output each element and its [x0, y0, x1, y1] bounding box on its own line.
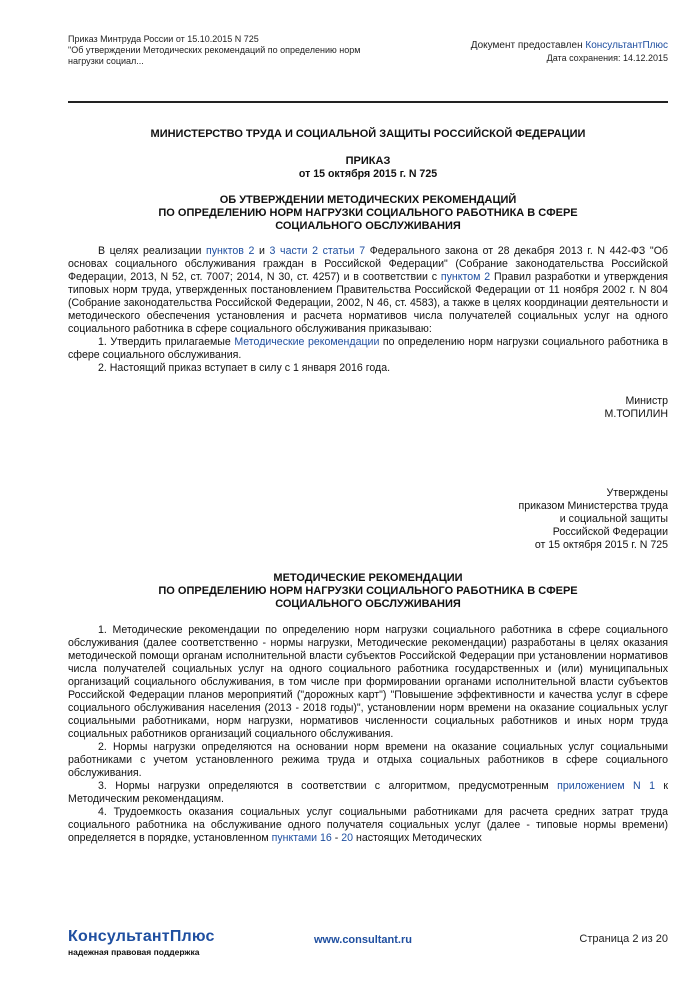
order-heading: ПРИКАЗ [345, 155, 391, 167]
approved-line-1: Утверждены [606, 487, 668, 499]
save-date: Дата сохранения: 14.12.2015 [546, 53, 668, 63]
signer-name: М.ТОПИЛИН [604, 408, 668, 420]
approved-line-3: и социальной защиты [559, 513, 668, 525]
page-footer [68, 928, 668, 968]
ministry-name: МИНИСТЕРСТВО ТРУДА И СОЦИАЛЬНОЙ ЗАЩИТЫ РОССИЙСКОЙ ФЕДЕРАЦИИ [150, 128, 586, 140]
recs-paragraph-3 [68, 780, 668, 806]
order-date: от 15 октября 2015 г. N 725 [298, 168, 438, 180]
recs-paragraph-2: 2. Нормы нагрузки определяются на основании норм времени на оказание социальных услуг социальными работниками с учетом установленного режима труда и отдыха социальных работников в сфере социального обслуживания. [68, 741, 668, 779]
intro-text-2: и [254, 245, 270, 257]
p4-text-a: 4. Трудоемкость оказания социальных услуг социальными работниками для расчета средних затрат труда социального работника на обслуживание одного получателя социальных услуг (далее - типовые нормы времени) определяется в порядке, установленном [68, 806, 668, 844]
logo-tagline: надежная правовая поддержка [68, 947, 200, 957]
page-header [68, 34, 668, 100]
recs-title-line-2: ПО ОПРЕДЕЛЕНИЮ НОРМ НАГРУЗКИ СОЦИАЛЬНОГО РАБОТНИКА В СФЕРЕ [158, 585, 578, 597]
header-divider [68, 101, 668, 103]
link-appendix-1[interactable]: приложением N 1 [557, 780, 655, 792]
doc-ref-line-3: нагрузки социал... [68, 56, 144, 66]
order-item-1 [68, 336, 668, 362]
intro-text-1: В целях реализации [98, 245, 207, 257]
order-title-line-3: СОЦИАЛЬНОГО ОБСЛУЖИВАНИЯ [275, 220, 461, 232]
recommendations-title [68, 572, 668, 611]
intro-text-4: Правил разработки и утверждения типовых норм труда, утвержденных постановлением Правительства Российской Федерации от 11 ноября 2002 г. N 804 (Собрание законодательства Российской Федерации, 2002, N 46, ст. 4583), а также в целях координации деятельности и методического обеспечения установления и расчета нормативов числа получателей социальных услуг на одного социального работника в сфере социального обслуживания приказываю: [68, 271, 668, 335]
doc-ref-line-2: "Об утверждении Методических рекомендаций по определению норм [68, 45, 361, 55]
signer-title: Министр [625, 395, 668, 407]
link-point-20[interactable]: 20 [341, 832, 354, 844]
provider-info [471, 40, 668, 64]
approval-block [68, 487, 668, 552]
recs-paragraph-4 [68, 806, 668, 845]
p4-text-b: настоящих Методических [353, 832, 482, 844]
link-points-2[interactable]: пунктов 2 [206, 245, 255, 257]
order-title-line-1: ОБ УТВЕРЖДЕНИИ МЕТОДИЧЕСКИХ РЕКОМЕНДАЦИЙ [219, 194, 517, 206]
document-body [68, 128, 668, 845]
intro-text-3: Федерального закона от 28 декабря 2013 г. N 442-ФЗ "Об основах социального обслуживания граждан в Российской Федерации" (Собрание законодательства Российской Федерации, 2013, N 52, ст. 7007; 2014, N 30, ст. 4257) и в соответствии с [68, 245, 668, 283]
intro-paragraph [68, 245, 668, 336]
p4-dash: - [331, 832, 342, 844]
logo-text: КонсультантПлюс [68, 928, 215, 945]
approved-line-2: приказом Министерства труда [518, 500, 668, 512]
order-item-2: 2. Настоящий приказ вступает в силу с 1 января 2016 года. [98, 362, 391, 374]
recs-title-line-3: СОЦИАЛЬНОГО ОБСЛУЖИВАНИЯ [275, 598, 461, 610]
link-part-2-article-7[interactable]: 3 части 2 статьи 7 [269, 245, 366, 257]
link-methodical-recommendations[interactable]: Методические рекомендации [234, 336, 380, 348]
item1-text-a: 1. Утвердить прилагаемые [98, 336, 235, 348]
consultant-logo [68, 928, 215, 957]
recs-title-line-1: МЕТОДИЧЕСКИЕ РЕКОМЕНДАЦИИ [273, 572, 463, 584]
site-link[interactable]: www.consultant.ru [314, 934, 412, 946]
item1-text-b: по определению норм нагрузки социального работника в сфере социального обслуживания. [68, 336, 668, 361]
order-title-line-2: ПО ОПРЕДЕЛЕНИЮ НОРМ НАГРУЗКИ СОЦИАЛЬНОГО РАБОТНИКА В СФЕРЕ [158, 207, 578, 219]
doc-ref-line-1: Приказ Минтруда России от 15.10.2015 N 725 [68, 34, 259, 44]
order-title [68, 194, 668, 233]
document-reference [68, 34, 398, 67]
link-point-2[interactable]: пунктом 2 [440, 271, 491, 283]
provider-brand-link[interactable]: КонсультантПлюс [585, 40, 668, 51]
recs-paragraph-1: 1. Методические рекомендации по определению норм нагрузки социального работника в сфере социального обслуживания (далее соответственно - нормы нагрузки, Методические рекомендации) разработаны в целях оказания методической помощи органам исполнительной власти субъектов Российской Федерации при установлении нормативов числа получателей социальных услуг на одного социального работника государственных и (или) муниципальных организаций социального обслуживания, в том числе при формировании органами исполнительной власти субъектов Российской Федерации планов мероприятий ("дорожных карт") "Повышение эффективности и качества услуг в сфере социального обслуживания населения (2013 - 2018 годы)", установлении норм времени на оказание социальных услуг социальными работниками, норм нагрузки, нормативов численности социальных работников и иных норм труда социальных работников организаций социального обслуживания. [68, 624, 668, 740]
p3-text-b: к Методическим рекомендациям. [68, 780, 669, 805]
p3-text-a: 3. Нормы нагрузки определяются в соответствии с алгоритмом, предусмотренным [98, 780, 558, 792]
signature-block [68, 395, 668, 421]
approved-line-4: Российской Федерации [552, 526, 668, 538]
approved-line-5: от 15 октября 2015 г. N 725 [534, 539, 668, 551]
link-points-16[interactable]: пунктами 16 [271, 832, 332, 844]
provider-prefix: Документ предоставлен [470, 40, 586, 51]
page-number: Страница 2 из 20 [579, 933, 668, 945]
